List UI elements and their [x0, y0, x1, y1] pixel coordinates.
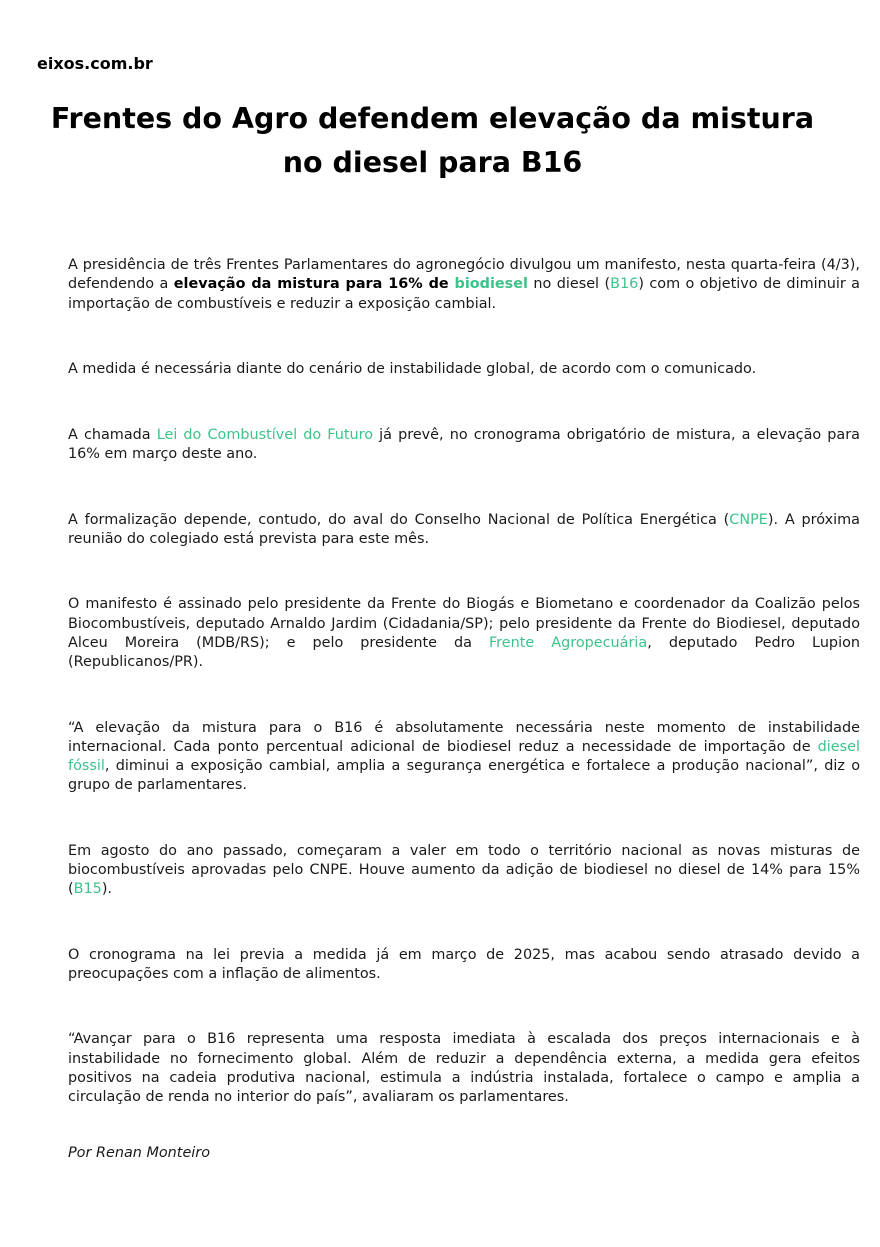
link-diesel-fossil[interactable]: diesel fóssil	[68, 738, 860, 775]
paragraph-1	[68, 256, 860, 314]
paragraph-text: no diesel (	[527, 276, 611, 293]
link-b16[interactable]: B16	[610, 276, 639, 293]
paragraph-7	[68, 842, 860, 900]
paragraph-text: Em agosto do ano passado, começaram a valer em todo o território nacional as novas misturas de biocombustíveis aprovadas pelo CNPE. Houve aumento da adição de biodiesel no diesel de 14% para 15% (	[68, 842, 860, 898]
bold-phrase: elevação da mistura para 16% de biodiesel	[173, 276, 528, 293]
paragraph-text: , deputado Pedro Lupion (Republicanos/PR).	[68, 634, 860, 671]
paragraph-text: ) com o objetivo de diminuir a importação de combustíveis e reduzir a exposição cambial.	[68, 276, 861, 312]
paragraph-9: “Avançar para o B16 representa uma resposta imediata à escalada dos preços internacionais e à instabilidade no fornecimento global. Além de reduzir a dependência externa, a medida gera efeitos positivos na cadeia produtiva nacional, estimula a indústria instalada, fortalece o campo e amplia a circulação de renda no interior do país”, avaliaram os parlamentares.	[68, 1031, 860, 1106]
link-lei-combustivel-futuro[interactable]: Lei do Combustível do Futuro	[156, 427, 374, 444]
paragraph-text: “A elevação da mistura para o B16 é absolutamente necessária neste momento de instabilidade internacional. Cada ponto percentual adicional de biodiesel reduz a necessidade de importação de	[68, 719, 860, 755]
site-name: eixos.com.br	[37, 54, 153, 73]
link-b15[interactable]: B15	[73, 881, 102, 898]
paragraph-8: O cronograma na lei previa a medida já em março de 2025, mas acabou sendo atrasado devido a preocupações com a inflação de alimentos.	[68, 946, 860, 982]
byline: Por Renan Monteiro	[68, 1145, 211, 1161]
link-frente-agropecuaria[interactable]: Frente Agropecuária	[488, 634, 648, 651]
paragraph-text: A chamada	[68, 427, 157, 444]
paragraph-text: já prevê, no cronograma obrigatório de mistura, a elevação para 16% em março deste ano.	[68, 427, 860, 463]
paragraph-text: A formalização depende, contudo, do aval do Conselho Nacional de Política Energética (	[68, 511, 730, 528]
link-cnpe[interactable]: CNPE	[729, 511, 768, 528]
article-body	[68, 256, 860, 1153]
paragraph-2: A medida é necessária diante do cenário de instabilidade global, de acordo com o comunicado.	[68, 360, 757, 377]
paragraph-4	[68, 511, 860, 550]
paragraph-6	[68, 719, 860, 796]
paragraph-3	[68, 426, 860, 465]
paragraph-text: O manifesto é assinado pelo presidente da Frente do Biogás e Biometano e coordenador da Coalizão pelos Biocombustíveis, deputado Arnaldo Jardim (Cidadania/SP); pelo presidente da Frente do Biodiesel, deputado Alceu Moreira (MDB/RS); e pelo presidente da	[68, 596, 860, 651]
article-title: Frentes do Agro defendem elevação da mistura no diesel para B16	[50, 102, 815, 179]
paragraph-text: , diminui a exposição cambial, amplia a segurança energética e fortalece a produção nacional”, diz o grupo de parlamentares.	[68, 758, 860, 794]
paragraph-5	[68, 595, 860, 672]
link-biodiesel[interactable]: biodiesel	[454, 276, 528, 293]
paragraph-text: ). A próxima reunião do colegiado está prevista para este mês.	[68, 511, 860, 548]
paragraph-text: A presidência de três Frentes Parlamentares do agronegócio divulgou um manifesto, nesta quarta-feira (4/3), defendendo a	[68, 257, 860, 293]
paragraph-text: ).	[101, 881, 113, 898]
